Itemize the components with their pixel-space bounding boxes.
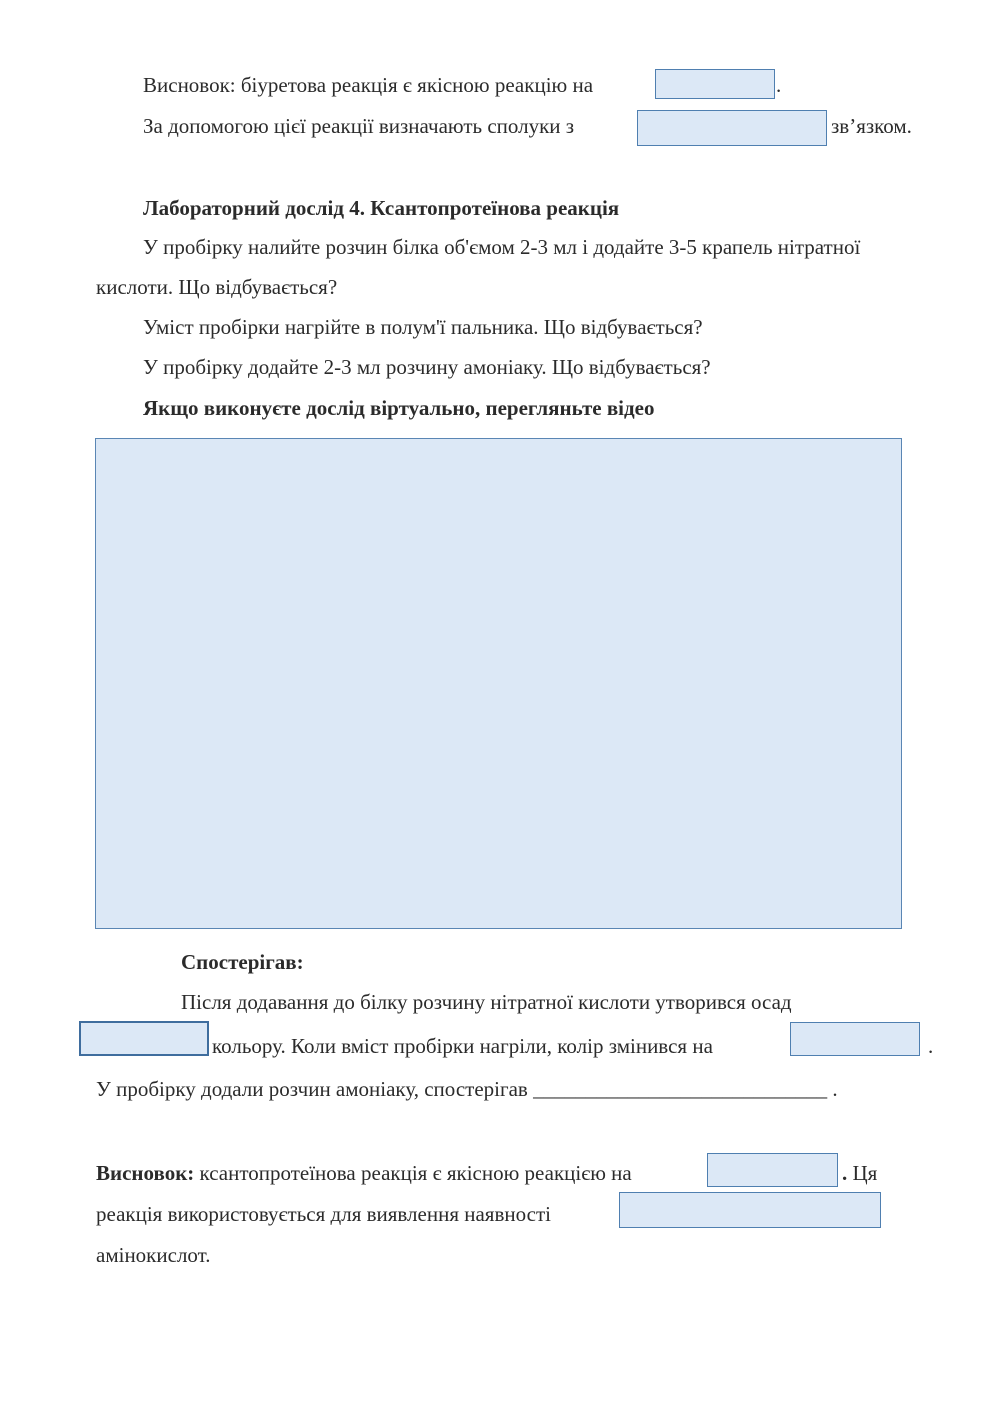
step1-line2: кислоти. Що відбувається? xyxy=(96,275,338,299)
observation-line1: Після додавання до білку розчину нітратної кислоти утворився осад xyxy=(181,990,792,1014)
step3-text: У пробірку додайте 2-3 мл розчину амоніаку. Що відбувається? xyxy=(143,355,711,379)
experiment-title: Лабораторний дослід 4. Ксантопротеїнова реакція xyxy=(143,196,620,220)
video-embed[interactable] xyxy=(95,438,902,929)
answer-field-biuret[interactable] xyxy=(655,69,775,99)
conclusion-tail: Ця xyxy=(852,1161,878,1185)
compounds-end: зв’язком. xyxy=(831,114,912,138)
observation-line2: кольору. Коли вміст пробірки нагріли, колір змінився на xyxy=(212,1034,713,1058)
conclusion-biuret-text: Висновок: біуретова реакція є якісною реакцію на xyxy=(143,73,594,97)
observation-heading: Спостерігав: xyxy=(181,950,304,974)
conclusion-period: . xyxy=(842,1161,848,1185)
step1-line1: У пробірку налийте розчин білка об'ємом 2-3 мл і додайте 3-5 крапель нітратної xyxy=(143,235,861,259)
observation-line2-end: . xyxy=(928,1034,934,1058)
conclusion-line1-end xyxy=(842,1161,877,1185)
answer-field-precipitate-color[interactable] xyxy=(79,1021,209,1056)
conclusion-line3: амінокислот. xyxy=(96,1243,211,1267)
answer-field-bond[interactable] xyxy=(637,110,827,146)
conclusion-text: ксантопротеїнова реакція є якісною реакцією на xyxy=(199,1161,632,1185)
step2-text: Уміст пробірки нагрійте в полум'ї пальника. Що відбувається? xyxy=(143,315,703,339)
conclusion-line1 xyxy=(96,1161,632,1185)
virtual-note: Якщо виконуєте дослід віртуально, перегляньте відео xyxy=(143,396,655,420)
conclusion-line2: реакція використовується для виявлення наявності xyxy=(96,1202,551,1226)
compounds-text: За допомогою цієї реакції визначають сполуки з xyxy=(143,114,575,138)
observation-line3: У пробірку додали розчин амоніаку, спостерігав ____________________________ . xyxy=(96,1077,838,1101)
conclusion-label: Висновок: xyxy=(96,1161,195,1185)
answer-field-xanthoprotein[interactable] xyxy=(707,1153,838,1187)
answer-field-detection[interactable] xyxy=(619,1192,881,1228)
answer-field-heated-color[interactable] xyxy=(790,1022,920,1056)
conclusion-biuret-end: . xyxy=(776,73,782,97)
